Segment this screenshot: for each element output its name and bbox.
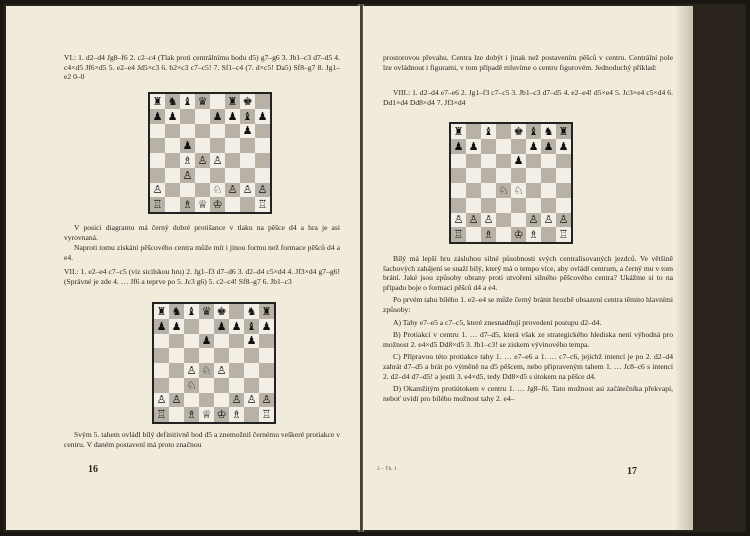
board-square [511,213,526,228]
chess-piece-icon: ♟ [261,319,272,333]
board-square [511,227,526,242]
board-square [165,168,180,183]
right-paragraph-4: Po prvém tahu bílého 1. e2–e4 se může černý bránit hrozbě obsazení centra těmito hlavními způsoby: [383,295,673,314]
chess-piece-icon: ♙ [186,363,197,377]
board-square [169,348,184,363]
board-square [165,124,180,139]
chess-piece-icon: ♟ [182,139,193,153]
board-square [240,109,255,124]
chess-piece-icon: ♘ [212,183,223,197]
board-square [511,154,526,169]
board-square [165,197,180,212]
right-page [363,6,693,530]
board-square [255,183,270,198]
board-square [214,348,229,363]
board-square [255,109,270,124]
right-paragraph-3: Bílý má lepší hru zásluhou silné působnosti svých centralisovaných jezdců. Ve většině šachových zahájení se snaží bílý, který má o tempo více, aby ovládl centrum, a černý mu v tom brání. Jaké jsou způsoby obrany proti utvoření silného pěšcového centra? Ukážme si to na případu boje o formaci pěšců d4 a e4. [383,254,673,292]
board-square [184,319,199,334]
chess-piece-icon: ♟ [231,319,242,333]
chess-piece-icon: ♟ [513,154,524,168]
board-square [225,168,240,183]
board-square [154,348,169,363]
board-square [259,378,274,393]
board-square [244,378,259,393]
board-square [199,319,214,334]
board-square [496,168,511,183]
board-square [184,304,199,319]
left-paragraph-4: VII.: 1. e2–e4 c7–c5 (viz sicilskou hru) 2. Jg1–f3 d7–d6 3. d2–d4 c5×d4 4. Jf3×d4 g7–g6! (Správné je zde 4. … Jf6 a teprve po 5. Jc3 g6) 5. c2–c4! Sf8–g7 6. Jb1–c3 [64,267,340,286]
board-square [195,197,210,212]
chess-piece-icon: ♖ [152,198,163,212]
board-square [466,124,481,139]
book-spread [4,4,746,532]
board-square [511,198,526,213]
board-square [199,363,214,378]
chess-piece-icon: ♘ [498,183,509,197]
board-square [184,348,199,363]
board-square [259,363,274,378]
board-square [154,393,169,408]
board-square [150,124,165,139]
chess-piece-icon: ♙ [468,213,479,227]
board-square [255,94,270,109]
board-square [244,319,259,334]
board-square [496,198,511,213]
board-square [154,319,169,334]
board-square [466,227,481,242]
left-page-number: 16 [88,464,98,475]
board-square [466,183,481,198]
board-square [541,139,556,154]
board-square [481,183,496,198]
board-square [169,378,184,393]
board-square [244,393,259,408]
board-square [451,168,466,183]
board-square [165,109,180,124]
board-square [214,334,229,349]
board-square [259,319,274,334]
chess-piece-icon: ♙ [231,393,242,407]
board-square [556,168,571,183]
board-square [556,213,571,228]
board-square [451,154,466,169]
chess-diagram-vii [152,302,276,424]
board-square [259,393,274,408]
right-option-d: D) Okamžitým protiútokem v centru 1. … Jg8–f6. Tato možnost asi začátečníka překvapí, neboť uvidí pro bílého možnost tahy 2. e4– [383,384,673,403]
board-square [195,94,210,109]
board-square [466,213,481,228]
board-square [150,109,165,124]
board-square [496,227,511,242]
chess-piece-icon: ♟ [453,139,464,153]
board-square [210,153,225,168]
board-square [169,319,184,334]
right-page-number: 17 [627,466,637,477]
board-square [541,154,556,169]
chess-piece-icon: ♝ [528,124,539,138]
chess-piece-icon: ♖ [453,228,464,242]
board-square [184,393,199,408]
board-square [556,227,571,242]
board-square [184,334,199,349]
board-square [240,138,255,153]
chess-piece-icon: ♟ [543,139,554,153]
board-square [199,334,214,349]
board-square [169,363,184,378]
board-square [466,139,481,154]
right-paragraph-1: prostorovou převahu. Centra lze dobýt i jinak než postavením pěšců v centru. Centrální pole lze ovládnout i figurami, v tom případě mluvíme o centru figurovém. Jednoduchý příklad: [383,53,673,72]
board-square [199,393,214,408]
board-square [184,378,199,393]
board-square [526,198,541,213]
board-square [526,183,541,198]
chess-piece-icon: ♜ [261,304,272,318]
board-square [481,227,496,242]
board-square [210,168,225,183]
chess-piece-icon: ♞ [246,304,257,318]
board-square [526,213,541,228]
right-option-c: C) Přípravou této protiakce tahy 1. … e7–e6 a 1. … c7–c6, jejichž intencí je po 2. d2–d4 zahrát d7–d5 a brát po výměně na d5 pěšcem, nebo připraveným tahem 1. … Jc8–c6 s intencí 2. d2–d4 d7–d5! a jestli 3. e4×d5, tedy Dd8×d5 s útokem na pěšce d4. [383,352,673,381]
board-square [229,334,244,349]
chess-piece-icon: ♟ [212,109,223,123]
right-option-b: B) Protiakcí v centru 1. … d7–d5, která však ze strategického hlediska není výhodná pro možnost 2. e4×d5 Dd8×d5 3. Jb1–c3! se ziskem vývinového tempa. [383,330,673,349]
board-square [556,183,571,198]
board-square [210,197,225,212]
board-square [556,198,571,213]
chess-piece-icon: ♞ [167,94,178,108]
board-square [240,124,255,139]
board-square [511,139,526,154]
chess-piece-icon: ♖ [261,408,272,422]
board-square [184,407,199,422]
board-square [451,227,466,242]
board-square [214,378,229,393]
chess-piece-icon: ♙ [257,183,268,197]
board-square [244,407,259,422]
chess-piece-icon: ♟ [242,124,253,138]
board-square [526,124,541,139]
chess-piece-icon: ♔ [216,408,227,422]
board-square [180,124,195,139]
board-square [169,407,184,422]
chess-piece-icon: ♞ [171,304,182,318]
board-square [225,183,240,198]
chess-piece-icon: ♙ [197,153,208,167]
chess-piece-icon: ♘ [513,183,524,197]
board-square [240,94,255,109]
board-square [259,304,274,319]
chess-piece-icon: ♖ [558,228,569,242]
right-option-a: A) Tahy e7–e5 a c7–c5, které znesnadňují provedení postupu d2–d4. [393,317,602,327]
chess-piece-icon: ♝ [242,109,253,123]
left-paragraph-3: Naproti tomu získání pěšcového centra může mít i jinou formu než formace pěšců d4 a e4. [64,243,340,262]
board-square [244,334,259,349]
board-square [199,304,214,319]
chess-piece-icon: ♟ [528,139,539,153]
board-square [541,183,556,198]
board-square [244,348,259,363]
chess-piece-icon: ♟ [246,334,257,348]
board-square [210,183,225,198]
board-square [195,153,210,168]
board-square [180,109,195,124]
chess-piece-icon: ♟ [152,109,163,123]
board-square [150,197,165,212]
board-square [451,198,466,213]
chess-piece-icon: ♘ [186,378,197,392]
board-square [496,124,511,139]
board-square [154,304,169,319]
chess-piece-icon: ♟ [201,334,212,348]
chess-piece-icon: ♙ [227,183,238,197]
board-square [466,168,481,183]
board-square [240,197,255,212]
board-square [225,109,240,124]
board-square [210,94,225,109]
board-square [259,407,274,422]
board-square [150,138,165,153]
board-square [225,138,240,153]
chess-piece-icon: ♜ [152,94,163,108]
chess-piece-icon: ♛ [197,94,208,108]
chess-piece-icon: ♙ [182,168,193,182]
chess-piece-icon: ♙ [558,213,569,227]
board-square [225,124,240,139]
board-square [496,183,511,198]
board-square [229,319,244,334]
board-square [229,393,244,408]
board-square [466,198,481,213]
chess-piece-icon: ♟ [167,109,178,123]
board-square [229,378,244,393]
board-square [556,139,571,154]
board-square [169,393,184,408]
chess-diagram-vi [148,92,272,214]
chess-piece-icon: ♜ [558,124,569,138]
chess-piece-icon: ♕ [201,408,212,422]
chess-diagram-viii [449,122,573,244]
board-square [451,124,466,139]
board-square [496,154,511,169]
board-square [511,124,526,139]
board-square [225,197,240,212]
board-square [214,393,229,408]
board-square [184,363,199,378]
chess-piece-icon: ♙ [242,183,253,197]
chess-piece-icon: ♙ [543,213,554,227]
chess-piece-icon: ♙ [453,213,464,227]
board-square [255,124,270,139]
board-square [195,168,210,183]
board-square [466,154,481,169]
board-square [154,334,169,349]
board-square [210,109,225,124]
board-square [496,139,511,154]
board-square [240,153,255,168]
chess-piece-icon: ♔ [212,198,223,212]
board-square [150,168,165,183]
board-square [255,197,270,212]
chess-piece-icon: ♗ [182,153,193,167]
board-square [481,154,496,169]
chess-piece-icon: ♗ [186,408,197,422]
board-square [244,304,259,319]
chess-piece-icon: ♘ [201,363,212,377]
board-square [229,363,244,378]
board-square [240,168,255,183]
chess-piece-icon: ♔ [513,228,524,242]
board-square [229,348,244,363]
chess-piece-icon: ♚ [513,124,524,138]
board-square [195,183,210,198]
board-square [259,348,274,363]
board-square [451,213,466,228]
board-square [150,94,165,109]
board-square [165,138,180,153]
board-square [199,378,214,393]
board-square [481,198,496,213]
chess-piece-icon: ♞ [543,124,554,138]
chess-piece-icon: ♜ [156,304,167,318]
board-square [451,183,466,198]
board-square [229,304,244,319]
right-paragraph-2: VIII.: 1. d2–d4 e7–e6 2. Jg1–f3 c7–c5 3. Jb1–c3 d7–d5 4. e2–e4! d5×e4 5. Jc3×e4 c5×d4 6. Dd1×d4 Dd8×d4 7. Jf3×d4 [383,88,673,107]
chess-piece-icon: ♛ [201,304,212,318]
board-square [154,363,169,378]
chess-piece-icon: ♜ [453,124,464,138]
chess-piece-icon: ♗ [231,408,242,422]
board-square [229,407,244,422]
board-square [511,183,526,198]
board-square [244,363,259,378]
board-square [165,153,180,168]
chess-piece-icon: ♗ [483,228,494,242]
chess-piece-icon: ♟ [216,319,227,333]
left-paragraph-1: VI.: 1. d2–d4 Jg8–f6 2. c2–c4 (Tlak proti centrálnímu bodu d5) g7–g6 3. Jb1–c3 d7–d5 4. c4×d5 Jf6×d5 5. e2–e4 Jd5×c3 6. b2×c3 c7–c5! 7. Sf1–c4 (7. d×c5! Da5) Sf8–g7 8. Jg1–e2 0–0 [64,53,340,82]
board-square [180,183,195,198]
board-square [481,168,496,183]
chess-piece-icon: ♗ [182,198,193,212]
board-square [214,319,229,334]
board-square [541,198,556,213]
right-footnote: 2 – Th. 1 [377,466,397,472]
board-square [169,304,184,319]
board-square [556,124,571,139]
board-square [214,363,229,378]
chess-piece-icon: ♝ [182,94,193,108]
chess-piece-icon: ♟ [156,319,167,333]
board-square [526,227,541,242]
chess-piece-icon: ♝ [483,124,494,138]
chess-piece-icon: ♙ [152,183,163,197]
board-square [541,227,556,242]
board-square [195,124,210,139]
board-square [526,139,541,154]
board-square [199,348,214,363]
chess-piece-icon: ♟ [558,139,569,153]
board-square [214,407,229,422]
board-square [165,94,180,109]
chess-piece-icon: ♙ [171,393,182,407]
board-square [511,168,526,183]
chess-piece-icon: ♙ [246,393,257,407]
board-square [255,168,270,183]
board-square [481,213,496,228]
left-paragraph-2: V posici diagramu má černý dobré protišance v tlaku na pěšce d4 a hra je asi vyrovnaná. [64,223,340,242]
board-square [210,138,225,153]
board-square [199,407,214,422]
board-square [169,334,184,349]
board-square [210,124,225,139]
board-square [195,138,210,153]
chess-piece-icon: ♖ [257,198,268,212]
board-square [150,153,165,168]
left-paragraph-5: Svým 5. tahem ovládl bílý definitivně bod d5 a znemožnil černému veškeré protiakce v centru. V daném postavení má proto značnou [64,430,340,449]
board-square [526,154,541,169]
board-square [180,168,195,183]
chess-piece-icon: ♚ [216,304,227,318]
board-square [541,124,556,139]
board-square [195,109,210,124]
chess-piece-icon: ♙ [483,213,494,227]
board-square [225,94,240,109]
board-square [225,153,240,168]
board-square [481,124,496,139]
chess-piece-icon: ♟ [227,109,238,123]
chess-piece-icon: ♗ [528,228,539,242]
board-square [541,213,556,228]
board-square [541,168,556,183]
board-square [240,183,255,198]
board-square [180,153,195,168]
chess-piece-icon: ♕ [197,198,208,212]
chess-piece-icon: ♝ [246,319,257,333]
board-square [214,304,229,319]
board-square [259,334,274,349]
board-square [180,197,195,212]
chess-piece-icon: ♟ [171,319,182,333]
board-square [180,94,195,109]
chess-piece-icon: ♙ [261,393,272,407]
board-square [255,153,270,168]
left-page [6,6,360,530]
board-square [556,154,571,169]
chess-piece-icon: ♙ [212,153,223,167]
board-square [481,139,496,154]
chess-piece-icon: ♟ [257,109,268,123]
chess-piece-icon: ♜ [227,94,238,108]
board-square [496,213,511,228]
board-square [154,407,169,422]
board-square [180,138,195,153]
board-square [255,138,270,153]
board-square [165,183,180,198]
chess-piece-icon: ♖ [156,408,167,422]
board-square [150,183,165,198]
board-square [526,168,541,183]
chess-piece-icon: ♙ [156,393,167,407]
chess-piece-icon: ♙ [528,213,539,227]
chess-piece-icon: ♚ [242,94,253,108]
board-square [154,378,169,393]
chess-piece-icon: ♙ [216,363,227,377]
chess-piece-icon: ♝ [186,304,197,318]
board-square [451,139,466,154]
chess-piece-icon: ♟ [468,139,479,153]
